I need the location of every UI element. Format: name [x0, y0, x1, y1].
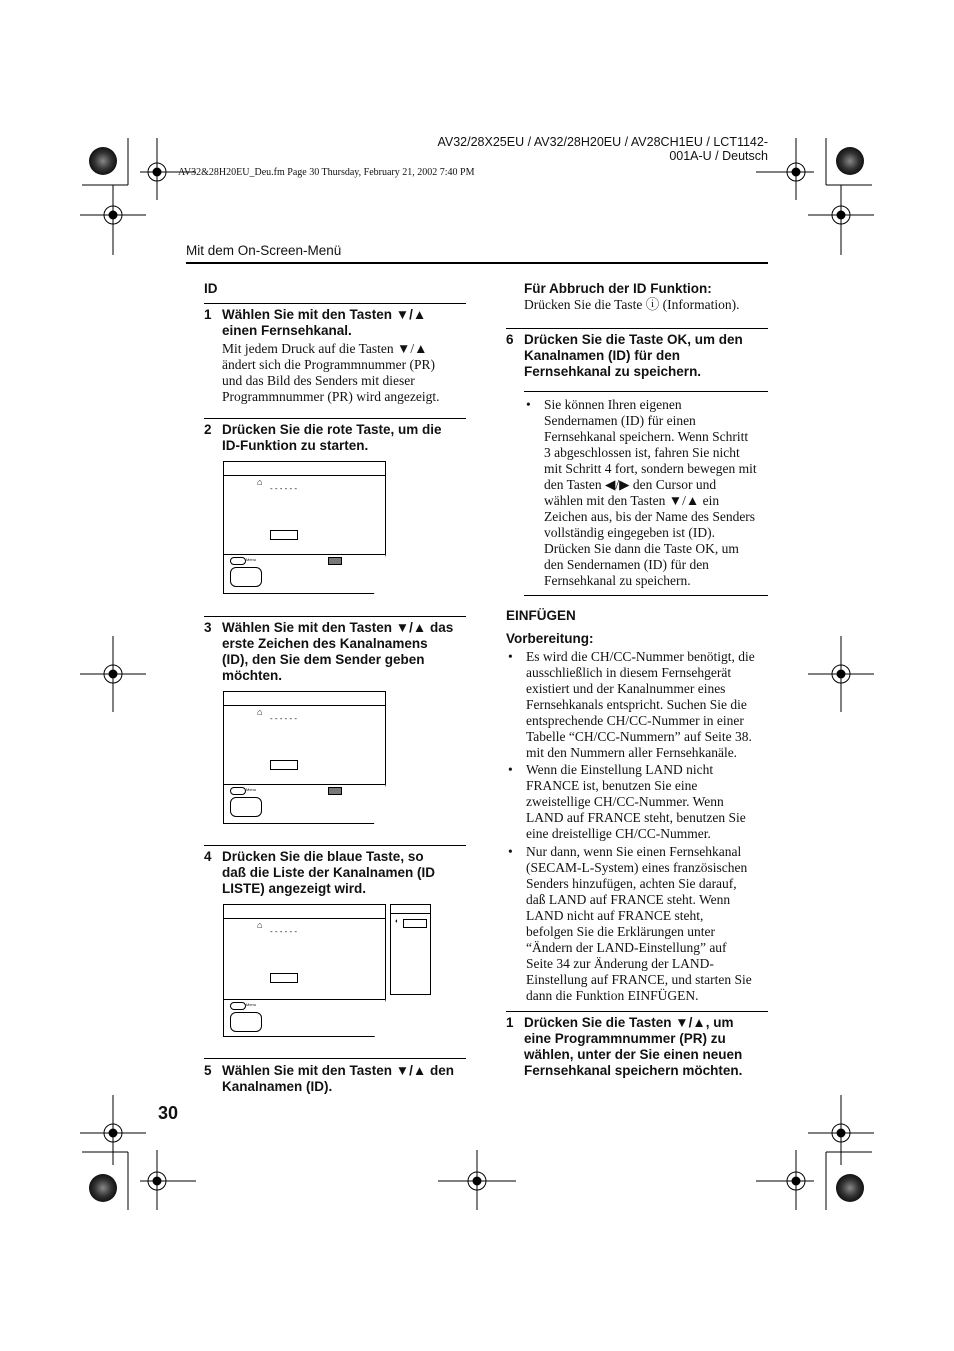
- header-rule: [186, 262, 768, 264]
- note-line: Zeichen aus, bis der Name des Senders: [544, 509, 756, 524]
- dpad-icon: [230, 797, 262, 817]
- dpad-icon: [230, 1012, 262, 1032]
- bullet-line: LAND nicht auf FRANCE steht,: [526, 908, 704, 923]
- step-line: Kanalnamen (ID) für den: [524, 348, 681, 363]
- id-dashes: - - - - - -: [270, 714, 298, 723]
- section-title: Mit dem On-Screen-Menü: [186, 243, 342, 258]
- remote-icon: [230, 557, 246, 565]
- remote-icon: [230, 787, 246, 795]
- step-line: eine Programmnummer (PR) zu: [524, 1031, 726, 1046]
- step-line: daß die Liste der Kanalnamen (ID: [222, 865, 436, 880]
- bullet-line: existiert und der Kanalnummer eines: [526, 681, 726, 696]
- divider: [524, 391, 768, 392]
- tv-screen-illustration: [223, 461, 386, 594]
- divider: [204, 845, 466, 846]
- bullet-line: Fernsehkanals entspricht. Suchen Sie die: [526, 697, 747, 712]
- bullet-line: Tabelle “CH/CC-Nummern” auf Seite 38.: [526, 729, 752, 744]
- bullet-line: FRANCE ist, benutzen Sie eine: [526, 778, 698, 793]
- info-icon: ◐: [395, 918, 400, 925]
- bullet-line: befolgen Sie die Erklärungen unter: [526, 924, 715, 939]
- step-line: LISTE) angezeigt wird.: [222, 881, 367, 896]
- step-line: Kanalnamen (ID).: [222, 1079, 333, 1094]
- step-line: wählen, unter der Sie einen neuen: [524, 1047, 743, 1062]
- step-line: Wählen Sie mit den Tasten ▼/▲ den: [222, 1063, 455, 1078]
- step-line: Wählen Sie mit den Tasten ▼/▲ das: [222, 620, 454, 635]
- bullet-line: entsprechende CH/CC-Nummer in einer: [526, 713, 744, 728]
- tv-screen-illustration: [223, 691, 386, 824]
- body-line: ändert sich die Programmnummer (PR): [222, 357, 435, 372]
- bullet-line: “Ändern der LAND-Einstellung” auf: [526, 940, 727, 955]
- note-line: den Sendernamen (ID) für den: [544, 557, 709, 572]
- step-line: Drücken Sie die blaue Taste, so: [222, 849, 424, 864]
- note-line: Sie können Ihren eigenen: [544, 397, 682, 412]
- step-line: Drücken Sie die rote Taste, um die: [222, 422, 442, 437]
- divider: [506, 328, 768, 329]
- einfuegen-step-1: [506, 1015, 768, 1081]
- bullet-line: Senders hinzufügen, achten Sie darauf,: [526, 876, 737, 891]
- vorbereitung-heading: Vorbereitung:: [506, 631, 594, 646]
- step-2: [204, 422, 466, 456]
- step-number: 1: [506, 1015, 514, 1030]
- menu-label: Menu: [246, 1002, 257, 1007]
- step-3: [204, 620, 466, 686]
- step-line: Drücken Sie die Tasten ▼/▲, um: [524, 1015, 734, 1030]
- tv-screen-illustration: [223, 904, 386, 1037]
- bullet-line: dann die Funktion EINFÜGEN.: [526, 988, 699, 1003]
- step-number: 4: [204, 849, 212, 864]
- bullet-line: ausschließlich in diesem Fernsehgerät: [526, 665, 732, 680]
- divider: [524, 595, 768, 596]
- bullet-line: daß LAND auf FRANCE steht. Wenn: [526, 892, 731, 907]
- file-info: AV32&28H20EU_Deu.fm Page 30 Thursday, February 21, 2002 7:40 PM: [178, 167, 475, 178]
- note-line: den Tasten ◀/▶ den Cursor und: [544, 477, 717, 492]
- lock-icon: ⌂: [257, 920, 263, 930]
- abort-heading: Für Abbruch der ID Funktion:: [524, 281, 712, 296]
- id-dashes: - - - - - -: [270, 484, 298, 493]
- menu-label: Menu: [246, 787, 257, 792]
- remote-icon: [230, 1002, 246, 1010]
- id-dashes: - - - - - -: [270, 927, 298, 936]
- note-line: Fernsehkanal speichern. Wenn Schritt: [544, 429, 749, 444]
- step-line: Fernsehkanal zu speichern.: [524, 364, 702, 379]
- menu-label: Menu: [246, 557, 257, 562]
- note-line: wählen mit den Tasten ▼/▲ ein: [544, 493, 720, 508]
- id-list-panel: [390, 904, 431, 995]
- step-1: [204, 307, 466, 341]
- model-line: AV32/28X25EU / AV32/28H20EU / AV28CH1EU / LCT1142-001A-U / Deutsch: [437, 135, 768, 163]
- einfuegen-heading: EINFÜGEN: [506, 608, 576, 623]
- page-number: 30: [158, 1103, 179, 1123]
- step-4: [204, 849, 466, 899]
- step-line: Fernsehkanal speichern möchten.: [524, 1063, 743, 1078]
- divider: [204, 418, 466, 419]
- step-line: erste Zeichen des Kanalnamens: [222, 636, 428, 651]
- bullet-line: Wenn die Einstellung LAND nicht: [526, 762, 714, 777]
- bullet-line: eine dreistellige CH/CC-Nummer.: [526, 826, 711, 841]
- step-number: 2: [204, 422, 212, 437]
- step-number: 1: [204, 307, 212, 322]
- bullet-line: Es wird die CH/CC-Nummer benötigt, die: [526, 649, 755, 664]
- color-key: [328, 787, 342, 795]
- bullet-line: mit den Nummern aller Fernsehkanäle.: [526, 745, 738, 760]
- lock-icon: ⌂: [257, 707, 263, 717]
- heading-id: ID: [204, 281, 218, 296]
- note-line: vollständig eingegeben ist (ID).: [544, 525, 715, 540]
- step-line: Drücken Sie die Taste OK, um den: [524, 332, 743, 347]
- bullet-line: LAND auf FRANCE steht, benutzen Sie: [526, 810, 746, 825]
- step-line: möchten.: [222, 668, 283, 683]
- note-line: 3 abgeschlossen ist, fahren Sie nicht: [544, 445, 740, 460]
- bullet-line: Seite 34 zur Änderung der LAND-: [526, 956, 714, 971]
- color-key: [328, 557, 342, 565]
- body-line: Programmnummer (PR) wird angezeigt.: [222, 389, 440, 404]
- step-number: 6: [506, 332, 514, 347]
- lock-icon: ⌂: [257, 477, 263, 487]
- input-box: [270, 530, 298, 540]
- id-list-entry: [403, 919, 427, 928]
- step-number: 3: [204, 620, 212, 635]
- step-line: ID-Funktion zu starten.: [222, 438, 369, 453]
- body-line: Mit jedem Druck auf die Tasten ▼/▲: [222, 341, 428, 356]
- step-line: (ID), den Sie dem Sender geben: [222, 652, 425, 667]
- abort-body: Drücken Sie die Taste ⓘ (Information).: [524, 297, 740, 312]
- bullet-line: zweistellige CH/CC-Nummer. Wenn: [526, 794, 724, 809]
- dpad-icon: [230, 567, 262, 587]
- bullet-line: Nur dann, wenn Sie einen Fernsehkanal: [526, 844, 742, 859]
- note-line: mit Schritt 4 fort, sondern bewegen mit: [544, 461, 757, 476]
- input-box: [270, 760, 298, 770]
- bullet-line: (SECAM-L-System) eines französischen: [526, 860, 748, 875]
- step-6: [506, 332, 768, 382]
- note-line: Drücken Sie dann die Taste OK, um: [544, 541, 739, 556]
- note-line: Fernsehkanal zu speichern.: [544, 573, 691, 588]
- divider: [506, 1011, 768, 1012]
- step-number: 5: [204, 1063, 212, 1078]
- step-line: Wählen Sie mit den Tasten ▼/▲: [222, 307, 427, 322]
- divider: [204, 616, 466, 617]
- divider: [204, 1058, 466, 1059]
- bullet-line: Einstellung auf FRANCE, und starten Sie: [526, 972, 752, 987]
- body-line: und das Bild des Senders mit dieser: [222, 373, 415, 388]
- step-1-body: [222, 341, 472, 405]
- divider: [204, 303, 466, 304]
- step-line: einen Fernsehkanal.: [222, 323, 352, 338]
- note-line: Sendernamen (ID) für einen: [544, 413, 696, 428]
- step-5: [204, 1063, 466, 1097]
- input-box: [270, 973, 298, 983]
